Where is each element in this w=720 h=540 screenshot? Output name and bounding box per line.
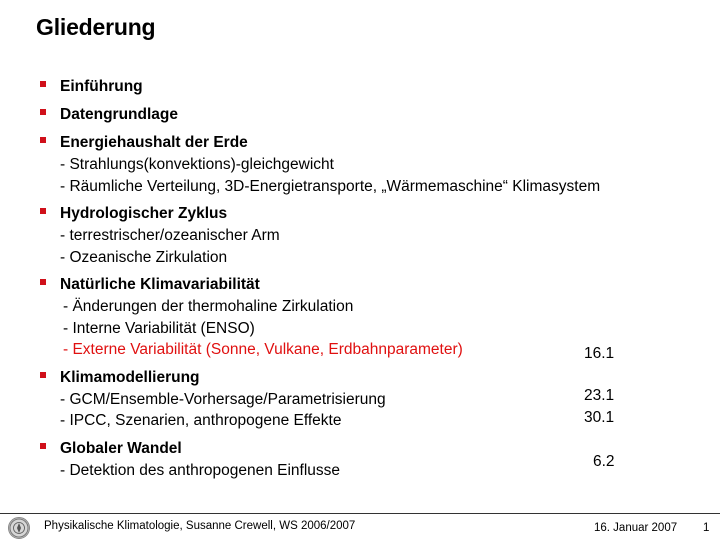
bullet-icon xyxy=(40,81,46,87)
item-subpoint: - Interne Variabilität (ENSO) xyxy=(63,319,255,337)
item-subpoint-highlight: - Externe Variabilität (Sonne, Vulkane, Erdbahnparameter) xyxy=(63,341,463,358)
bullet-icon xyxy=(40,279,46,285)
bullet-icon xyxy=(40,137,46,143)
item-heading: Datengrundlage xyxy=(60,106,178,123)
item-subpoint: - IPCC, Szenarien, anthropogene Effekte xyxy=(60,412,342,429)
list-item xyxy=(40,76,700,98)
slide-title: Gliederung xyxy=(36,14,156,40)
footer-date: 16. Januar 2007 xyxy=(594,522,678,534)
bullet-icon xyxy=(40,443,46,449)
list-item xyxy=(40,104,700,126)
page-number: 1 xyxy=(703,522,710,534)
item-subpoint: - Strahlungs(konvektions)-gleichgewicht xyxy=(60,156,334,173)
session-date: 23.1 xyxy=(584,387,615,404)
bullet-icon xyxy=(40,372,46,378)
item-subpoint: - Änderungen der thermohaline Zirkulation xyxy=(63,298,354,315)
list-item xyxy=(40,203,700,268)
list-item xyxy=(40,132,700,197)
item-subpoint: - terrestrischer/ozeanischer Arm xyxy=(60,227,280,244)
item-subpoint: - Ozeanische Zirkulation xyxy=(60,248,228,266)
footer-course-info: Physikalische Klimatologie, Susanne Crewell, WS 2006/2007 xyxy=(44,520,356,532)
session-date: 30.1 xyxy=(584,409,615,426)
session-date: 6.2 xyxy=(593,453,615,470)
footer-divider xyxy=(0,513,720,514)
university-seal-icon xyxy=(8,517,30,539)
bullet-icon xyxy=(40,109,46,115)
item-subpoint: - Detektion des anthropogenen Einflusse xyxy=(60,461,341,479)
item-heading: Natürliche Klimavariabilität xyxy=(60,276,260,293)
item-subpoint: - GCM/Ensemble-Vorhersage/Parametrisierung xyxy=(60,390,386,408)
item-heading: Hydrologischer Zyklus xyxy=(60,205,228,222)
bullet-icon xyxy=(40,208,46,214)
item-heading: Einführung xyxy=(60,78,143,95)
item-subpoint: - Räumliche Verteilung, 3D-Energietransporte, „Wärmemaschine“ Klimasystem xyxy=(60,177,601,195)
item-heading: Globaler Wandel xyxy=(60,439,182,457)
item-heading: Klimamodellierung xyxy=(60,368,200,386)
item-heading: Energiehaushalt der Erde xyxy=(60,134,248,151)
session-date: 16.1 xyxy=(584,345,615,362)
